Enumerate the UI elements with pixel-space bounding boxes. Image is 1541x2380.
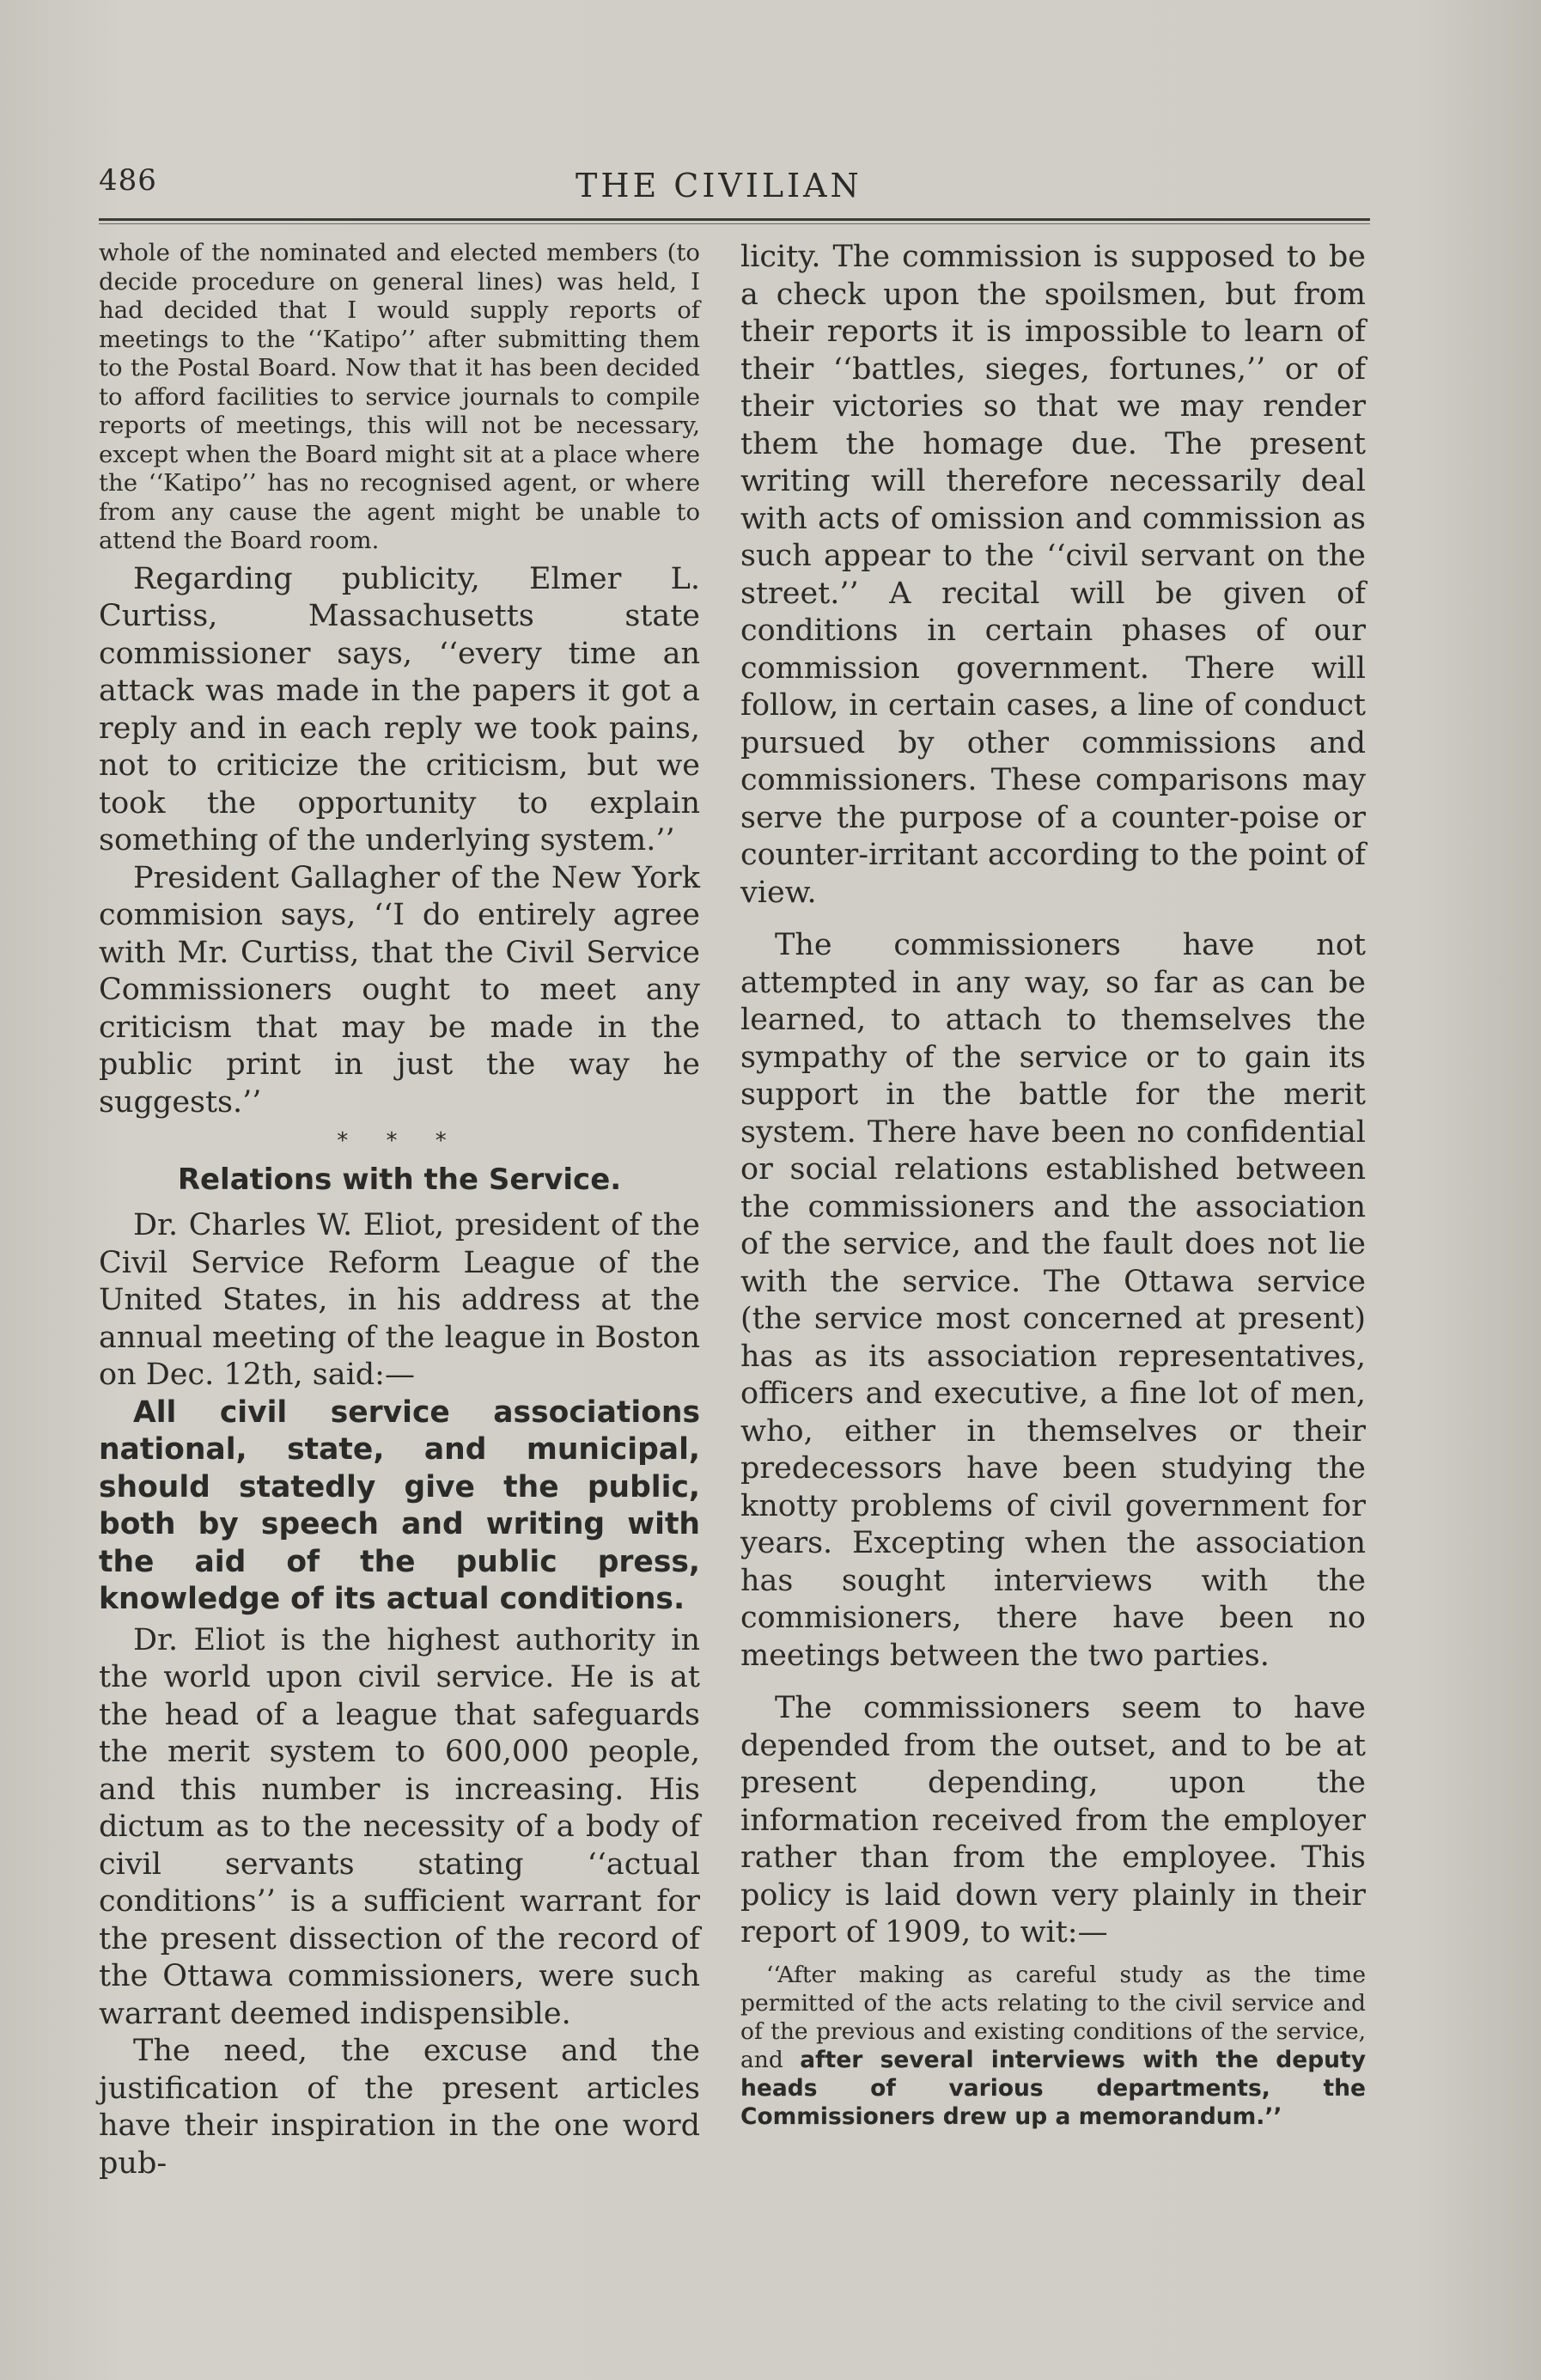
right-column (740, 239, 1366, 2131)
journal-title: THE CIVILIAN (576, 167, 862, 204)
left-column (99, 239, 700, 2182)
section-divider-stars: * * * (337, 1128, 462, 1154)
right-paragraph-3: The commissioners seem to have depended from the outset, and to be at present depending, upon the information received from the employer rather than from the employee. This policy is laid down very plainly in their report of 1909, to wit:— (740, 1691, 1366, 1950)
left-paragraph-6: Dr. Eliot is the highest authority in the world upon civil service. He is at the head of a league that safeguards the merit system to 600,000 people, and this number is increasing. His dictum as to the necessity of a body of civil servants stating ‘‘actual conditions’’ is a sufficient warrant for the present dissection of the record of the Ottawa commissioners, were such warrant deemed indispensible. (99, 1622, 700, 2031)
report-quotation-bold: after several interviews with the deputy heads of various departments, the Commissioners drew up a memorandum.’’ (740, 2046, 1366, 2130)
left-paragraph-7: The need, the excuse and the justification of the present articles have their inspiration in the one word pub- (99, 2034, 700, 2181)
left-paragraph-4: Dr. Charles W. Eliot, president of the Civil Service Reform League of the United States, in his address at the annual meeting of the league in Boston on Dec. 12th, said:— (99, 1208, 700, 1392)
report-quotation (740, 1961, 1366, 2131)
header-rule-thin (99, 223, 1370, 224)
header-rule (99, 218, 1370, 221)
left-paragraph-1: whole of the nominated and elected members (to decide procedure on general lines) was held, I had decided that I would supply reports of meetings to the ‘‘Katipo’’ after submitting them to the Postal Board. Now that it has been decided to afford facilities to service journals to compile reports of meetings, this will not be necessary, except when the Board might sit at a place where the ‘‘Katipo’’ has no recognised agent, or where from any cause the agent might be unable to attend the Board room. (99, 239, 700, 554)
left-paragraph-3: President Gallagher of the New York commision says, ‘‘I do entirely agree with Mr. Curtiss, that the Civil Service Commissioners ought to meet any criticism that may be made in the public print in just the way he suggests.’’ (99, 860, 700, 1120)
report-quotation-plain: ‘‘After making as careful study as the time permitted of the acts relating to the civil service and of the previous and existing conditions of the service, and (740, 1961, 1366, 2073)
section-heading: Relations with the Service. (177, 1163, 622, 1197)
right-paragraph-1: licity. The commission is supposed to be a check upon the spoilsmen, but from their reports it is impossible to learn of their ‘‘battles, sieges, fortunes,’’ or of their victories so that we may render them the homage due. The present writing will therefore necessarily deal with acts of omission and commission as such appear to the ‘‘civil servant on the street.’’ A recital will be given of conditions in certain phases of our commission government. There will follow, in certain cases, a line of conduct pursued by other commissions and commissioners. These comparisons may serve the purpose of a counter-poise or counter-irritant according to the point of view. (740, 240, 1366, 910)
page-number: 486 (99, 163, 157, 198)
page-header (99, 155, 1370, 215)
left-paragraph-2: Regarding publicity, Elmer L. Curtiss, Massachusetts state commissioner says, ‘‘every time an attack was made in the papers it got a reply and in each reply we took pains, not to criticize the criticism, but we took the opportunity to explain something of the underlying system.’’ (99, 561, 700, 857)
right-paragraph-2: The commissioners have not attempted in any way, so far as can be learned, to attach to themselves the sympathy of the service or to gain its support in the battle for the merit system. There have been no confidential or social relations established between the commissioners and the association of the service, and the fault does not lie with the service. The Ottawa service (the service most concerned at present) has as its association representatives, officers and executive, a fine lot of men, who, either in themselves or their predecessors have been studying the knotty problems of civil government for years. Excepting when the association has sought interviews with the commisioners, there have been no meetings between the two parties. (740, 928, 1366, 1673)
bold-quotation: All civil service associations national, state, and municipal, should statedly give the public, both by speech and writing with the aid of the public press, knowledge of its actual conditions. (99, 1394, 700, 1616)
